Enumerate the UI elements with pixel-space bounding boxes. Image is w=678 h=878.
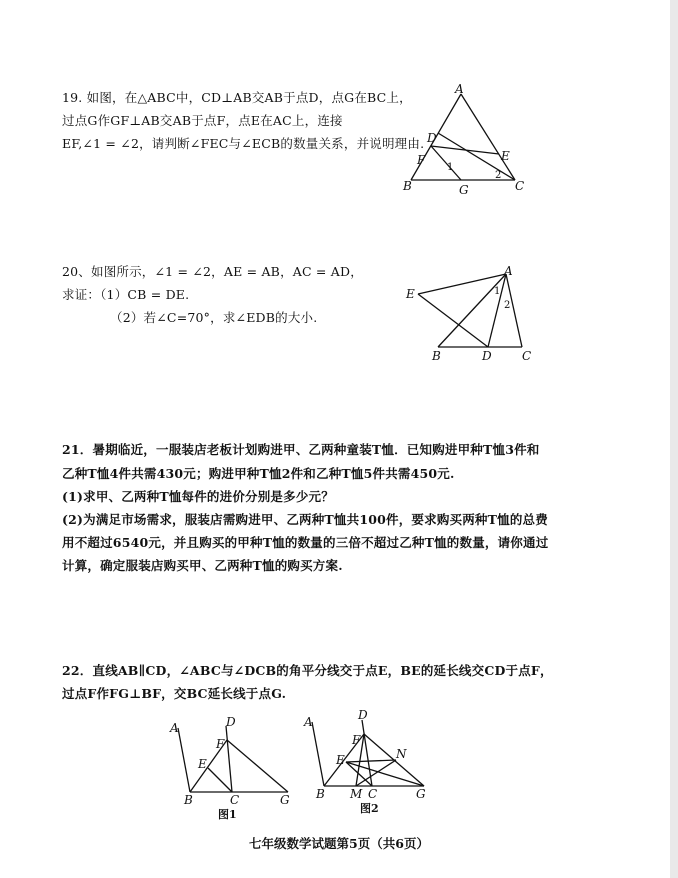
q19-line-2: 过点G作GF⊥AB交AB于点F，点E在AC上，连接 [62, 113, 343, 128]
q20-line-2: 求证：（1）CB = DE. [62, 287, 190, 302]
q22-fig1-label-b: B [184, 793, 193, 807]
q21-line-6: 计算，确定服装店购买甲、乙两种T恤的购买方案. [62, 558, 343, 573]
q22-fig1-label-a: A [170, 721, 179, 735]
q22-line-1: 22．直线AB∥CD，∠ABC与∠DCB的角平分线交于点E，BE的延长线交CD于点F， [62, 663, 553, 678]
q20-label-angle-1: 1 [494, 286, 501, 297]
q21-line-3: (1)求甲、乙两种T恤每件的进价分别是多少元？ [62, 489, 334, 504]
q19-label-f: F [417, 153, 426, 167]
q22-fig1-label-e: E [198, 757, 207, 771]
q20-label-e: E [406, 287, 415, 301]
q22-fig2-label-f: F [352, 733, 361, 747]
q21-line-1: 21．暑期临近，一服装店老板计划购进甲、乙两种童装T恤．已知购进甲种T恤3件和 [62, 442, 540, 457]
q19-line-1: 19. 如图，在△ABC中，CD⊥AB交AB于点D，点G在BC上， [62, 90, 412, 105]
q22-line-2: 过点F作FG⊥BF，交BC延长线于点G. [62, 686, 287, 701]
q22-fig2-label-e: E [336, 753, 345, 767]
q21-line-2: 乙种T恤4件共需430元；购进甲种T恤2件和乙种T恤5件共需450元. [62, 466, 455, 481]
q21-line-4: (2)为满足市场需求，服装店需购进甲、乙两种T恤共100件，要求购买两种T恤的总费 [62, 512, 548, 527]
q22-fig2-label-b: B [316, 787, 325, 801]
q20-figure [402, 262, 542, 362]
q22-fig2-label-g: G [416, 787, 426, 801]
q22-fig1-label-d: D [226, 715, 236, 729]
q19-label-d: D [427, 131, 437, 145]
q20-label-a: A [504, 264, 513, 278]
q20-line-3: （2）若∠C=70°，求∠EDB的大小. [110, 310, 318, 325]
q19-figure [395, 80, 535, 200]
q22-fig1-label-c: C [230, 793, 240, 807]
q22-fig1-caption: 图1 [218, 808, 237, 821]
q22-fig2-label-d: D [358, 708, 368, 722]
q19-label-g: G [459, 183, 469, 197]
q19-label-c: C [515, 179, 525, 193]
q22-fig2-label-n: N [396, 747, 407, 761]
q22-fig1-label-g: G [280, 793, 290, 807]
q22-fig2-label-m: M [350, 787, 363, 801]
q19-label-angle-2: 2 [495, 170, 502, 181]
q22-figure-2 [300, 706, 450, 821]
q20-label-b: B [432, 349, 441, 362]
q19-label-a: A [455, 82, 464, 96]
q20-label-angle-2: 2 [504, 300, 511, 311]
q19-label-b: B [403, 179, 412, 193]
page-footer: 七年级数学试题第5页（共6页） [249, 836, 429, 851]
q19-line-3: EF,∠1 = ∠2，请判断∠FEC与∠ECB的数量关系，并说明理由. [62, 136, 425, 151]
q19-label-e: E [501, 149, 510, 163]
q20-line-1: 20、如图所示，∠1 = ∠2，AE = AB，AC = AD， [62, 264, 363, 279]
q19-label-angle-1: 1 [447, 162, 454, 173]
q20-label-d: D [482, 349, 492, 362]
q22-fig1-label-f: F [216, 737, 225, 751]
q22-fig2-label-c: C [368, 787, 378, 801]
q21-line-5: 用不超过6540元，并且购买的甲种T恤的数量的三倍不超过乙种T恤的数量，请你通过 [62, 535, 549, 550]
q22-figure-1 [160, 710, 310, 825]
q22-fig2-label-a: A [304, 715, 313, 729]
q22-fig2-caption: 图2 [360, 802, 379, 815]
q20-label-c: C [522, 349, 532, 362]
page-edge-shadow [670, 0, 678, 878]
